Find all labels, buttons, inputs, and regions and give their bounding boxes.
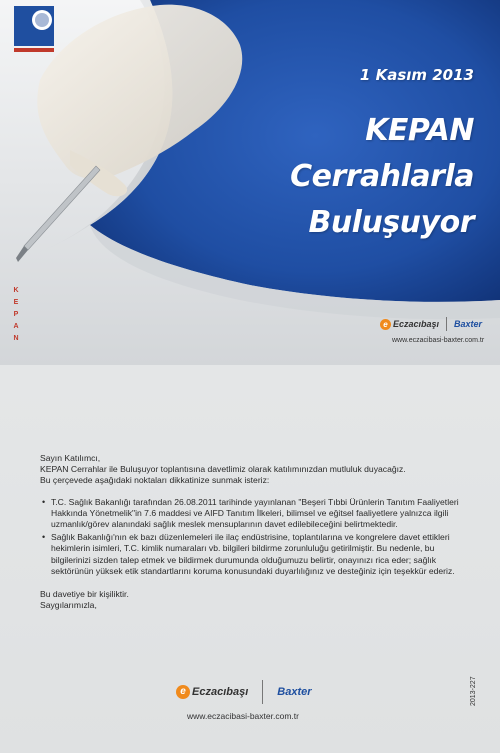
document-code: 2013-227: [470, 676, 477, 706]
hero-brand-logos: [380, 316, 482, 332]
invitation-letter: [40, 453, 472, 611]
eczacibasi-e-icon: e: [176, 685, 190, 699]
closing-note: Bu davetiye bir kişiliktir.: [40, 589, 129, 600]
kepan-letter: A: [13, 323, 19, 330]
kepan-letter: P: [13, 311, 19, 318]
footer-website-link[interactable]: www.eczacibasi-baxter.com.tr: [187, 711, 299, 721]
hero-website-link[interactable]: www.eczacibasi-baxter.com.tr: [392, 337, 485, 344]
brand-divider: [446, 317, 447, 331]
kepan-letter: E: [13, 299, 19, 306]
notice-item: • Sağlık Bakanlığı'nın ek bazı düzenlemeleri ile ilaç endüstrisine, toplantılarına ve kongrelere davet ettikleri hekimlerin isimleri, T.C. kimlik numaraları vb. bilgileri bildirme zorunluluğu getirilmiştir. Bu nedenle, bu bilgilerinizi sizden talep etmek ve bildirmek durumunda olduğumuzu belirtir, onayınızı rica eder; sağlık sektörünün yüksek etik standartlarını koruma konusundaki duyarlılığınız ve desteğiniz için teşekkür ederiz.: [40, 532, 472, 577]
event-date: 1 Kasım 2013: [359, 66, 474, 84]
brand-divider: [262, 680, 263, 704]
event-title-line: Cerrahlarla: [290, 159, 474, 194]
kepan-vertical-letters: [12, 285, 20, 345]
notice-list: [40, 497, 472, 577]
eczacibasi-logo: [380, 319, 439, 330]
footer-brand-logos: [176, 682, 312, 702]
notice-item: • T.C. Sağlık Bakanlığı tarafından 26.08.2011 tarihinde yayınlanan "Beşeri Tıbbi Ürünlerin Tanıtım Faaliyetleri Hakkında Yönetmelik"in 7.6 maddesi ve AIFD Tanıtım İlkeleri, bilimsel ve eğitsel faaliyetlere yalnızca ilgili uzmanlık/görev alanındaki sağlık meslek mensuplarının davet edilebileceğini belirtmektedir.: [40, 497, 472, 531]
event-title-line: Buluşuyor: [308, 205, 474, 240]
event-title-line: KEPAN: [365, 113, 474, 148]
eczacibasi-wordmark: Eczacıbaşı: [192, 686, 249, 698]
sign-off: Saygılarımızla,: [40, 600, 97, 611]
kepan-letter: K: [13, 287, 19, 294]
kepan-letter: N: [13, 335, 19, 342]
baxter-logo: Baxter: [454, 319, 483, 329]
letter-intro: Bu çerçevede aşağıdaki noktaları dikkatinize sunmak isteriz:: [40, 475, 270, 486]
hero-banner: [0, 0, 500, 365]
greeting: Sayın Katılımcı,: [40, 453, 101, 463]
eczacibasi-logo: [176, 685, 248, 699]
event-title: [290, 108, 474, 246]
eczacibasi-e-icon: e: [380, 319, 391, 330]
eczacibasi-wordmark: Eczacıbaşı: [393, 319, 440, 329]
kepan-logo-icon: [0, 0, 62, 62]
letter-intro: KEPAN Cerrahlar ile Buluşuyor toplantısına davetlimiz olarak katılımınızdan mutluluk duyacağız.: [40, 464, 406, 475]
baxter-logo: Baxter: [277, 686, 312, 698]
